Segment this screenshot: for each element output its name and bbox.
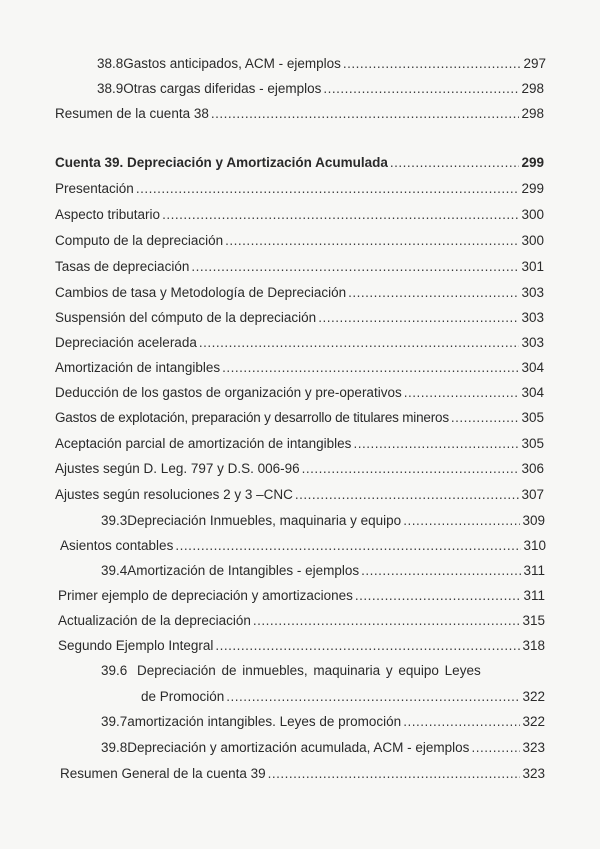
toc-entry (55, 284, 544, 302)
entry-title: Segundo Ejemplo Integral (58, 638, 214, 653)
entry-title: Depreciación acelerada (55, 335, 197, 350)
toc-entry (55, 105, 544, 123)
entry-title: Aceptación parcial de amortización de intangibles (55, 436, 352, 451)
dot-leader (136, 180, 520, 198)
toc-entry (101, 512, 545, 530)
entry-title: Asientos contables (60, 538, 174, 553)
page-number: 301 (521, 259, 544, 274)
toc-entry (55, 180, 544, 198)
toc-entry (60, 537, 546, 555)
dot-leader (390, 154, 520, 172)
page-number: 306 (521, 461, 544, 476)
dot-leader (471, 739, 520, 757)
page-number: 303 (521, 285, 544, 300)
page-number: 309 (522, 513, 545, 528)
page-number: 300 (521, 233, 544, 248)
page-number: 299 (521, 181, 544, 196)
toc-entry (55, 486, 544, 504)
section-number: 38.9 (97, 81, 124, 96)
dot-leader (162, 206, 519, 224)
toc-entry (141, 688, 545, 706)
toc-entry (55, 232, 544, 250)
entry-title: Computo de la depreciación (55, 233, 224, 248)
entry-title: Deducción de los gastos de organización y pre-operativos (55, 385, 402, 400)
toc-entry (58, 637, 545, 655)
dot-leader (348, 284, 519, 302)
section-number: 39.8 (101, 740, 128, 755)
page-number: 311 (523, 563, 545, 578)
dot-leader (404, 384, 520, 402)
page-number: 315 (522, 613, 545, 628)
entry-title: Gastos anticipados, ACM - ejemplos (123, 56, 341, 71)
dot-leader (403, 512, 520, 530)
page-number: 298 (521, 81, 544, 96)
toc-entry (55, 384, 544, 402)
page-number: 323 (522, 766, 545, 781)
page-number: 303 (521, 310, 544, 325)
entry-title: Gastos de explotación, preparación y desarrollo de titulares mineros (55, 410, 449, 425)
page-number: 305 (521, 436, 544, 451)
toc-entry (101, 713, 545, 731)
entry-title: Presentación (55, 181, 134, 196)
section-number: 39.3 (101, 513, 128, 528)
toc-entry (55, 206, 544, 224)
dot-leader (253, 612, 521, 630)
section-number: 39.6 (101, 663, 128, 678)
page-number: 299 (521, 155, 544, 170)
toc-entry (97, 55, 546, 73)
toc-entry (55, 435, 544, 453)
toc-entry (101, 739, 545, 757)
dot-leader (318, 309, 519, 327)
entry-title: Resumen General de la cuenta 39 (60, 766, 266, 781)
page-number: 310 (523, 538, 546, 553)
section-number: 38.8 (97, 56, 124, 71)
entry-title: Cambios de tasa y Metodología de Depreciación (55, 285, 347, 300)
toc-entry (55, 460, 544, 478)
toc-entry (58, 587, 545, 605)
entry-title: Aspecto tributario (55, 207, 161, 222)
dot-leader (451, 409, 520, 427)
toc-entry (60, 765, 545, 783)
page-number: 318 (522, 638, 545, 653)
dot-leader (355, 587, 522, 605)
dot-leader (226, 688, 520, 706)
toc-entry (55, 258, 544, 276)
page-number: 311 (523, 588, 545, 603)
entry-title: Tasas de depreciación (55, 259, 190, 274)
entry-title: de Promoción (141, 689, 225, 704)
dot-leader (211, 105, 520, 123)
entry-title: Suspensión del cómputo de la depreciación (55, 310, 317, 325)
dot-leader (361, 562, 521, 580)
dot-leader (403, 713, 520, 731)
page-number: 305 (521, 410, 544, 425)
page-number: 303 (521, 335, 544, 350)
toc-entry (101, 662, 545, 680)
page-number: 297 (523, 56, 546, 71)
dot-leader (191, 258, 519, 276)
page-number: 322 (522, 714, 545, 729)
dot-leader (268, 765, 521, 783)
entry-title: Cuenta 39. Depreciación y Amortización Acumulada (55, 155, 388, 170)
entry-title: Actualización de la depreciación (58, 613, 251, 628)
toc-entry (55, 359, 544, 377)
toc-entry (97, 80, 544, 98)
toc-entry (55, 409, 544, 427)
section-number: 39.7 (101, 714, 128, 729)
toc-entry (55, 309, 544, 327)
entry-title: Depreciación y amortización acumulada, ACM - ejemplos (127, 740, 470, 755)
dot-leader (302, 460, 520, 478)
entry-title: Resumen de la cuenta 38 (55, 106, 209, 121)
page-number: 322 (522, 689, 545, 704)
toc-entry (55, 334, 544, 352)
page-number: 298 (521, 106, 544, 121)
page-number: 304 (521, 385, 544, 400)
toc-entry (58, 612, 545, 630)
dot-leader (175, 537, 521, 555)
dot-leader (353, 435, 519, 453)
entry-title: Primer ejemplo de depreciación y amortizaciones (58, 588, 353, 603)
entry-title: Depreciación de inmuebles, maquinaria y equipo Leyes (137, 663, 481, 678)
toc-entry (101, 562, 545, 580)
entry-title: amortización intangibles. Leyes de promoción (127, 714, 402, 729)
entry-title: Depreciación Inmuebles, maquinaria y equipo (127, 513, 402, 528)
entry-title: Amortización de Intangibles - ejemplos (127, 563, 360, 578)
dot-leader (295, 486, 520, 504)
dot-leader (323, 80, 519, 98)
section-number: 39.4 (101, 563, 128, 578)
entry-title: Ajustes según D. Leg. 797 y D.S. 006-96 (55, 461, 300, 476)
dot-leader (225, 232, 519, 250)
dot-leader (222, 359, 519, 377)
page-number: 307 (521, 487, 544, 502)
entry-title: Otras cargas diferidas - ejemplos (123, 81, 322, 96)
page-number: 304 (521, 360, 544, 375)
entry-title: Ajustes según resoluciones 2 y 3 –CNC (55, 487, 293, 502)
dot-leader (215, 637, 520, 655)
entry-title: Amortización de intangibles (55, 360, 221, 375)
toc-entry-heading (55, 154, 544, 172)
page-number: 300 (521, 207, 544, 222)
dot-leader (343, 55, 522, 73)
page-number: 323 (522, 740, 545, 755)
dot-leader (199, 334, 520, 352)
